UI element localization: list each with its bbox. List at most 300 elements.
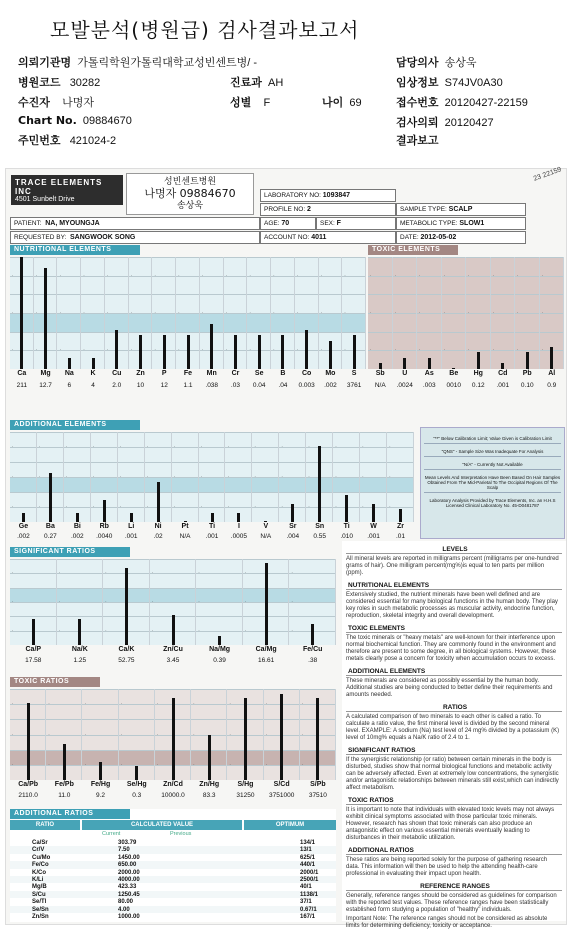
additional-label: Sr [289,523,297,530]
toxic-tick: · [370,272,372,278]
additional-result: .0040 [96,533,113,540]
important-note: Important Note: The reference ranges should not be considered as absolute limits for determining deficiency, toxicity or acceptance. [346,916,548,929]
significant-band [10,573,336,587]
additional-result: .0005 [230,533,248,540]
significant-tick: · [291,599,293,604]
significant-label: Na/K [71,646,88,653]
sex-value: F [263,97,271,109]
toxic-tick: · [394,347,396,353]
toxic-tick: · [541,272,543,278]
nutritional-tick: · [249,310,251,315]
nutritional-bar-mn [210,324,213,369]
nutritional-bar-cr [234,335,237,369]
additional-tick: · [308,504,310,509]
toxic_ratios-label: Zn/Cd [163,781,183,788]
additional-ratios-heading: ADDITIONAL RATIOS [346,847,562,855]
additional-result: .02 [153,533,163,540]
ratio-optimum: 40/1 [300,884,312,891]
nutritional-result: .002 [324,382,337,389]
nutritional-column [175,257,176,369]
nutritional-column [33,257,34,369]
nutritional-tick: · [59,272,61,278]
additional-elements-panel [10,420,414,544]
toxic_ratios-result: 2110.0 [18,792,38,799]
toxic-column [416,257,417,369]
toxic-tick: · [443,310,445,315]
ratios-heading: RATIOS [346,704,562,712]
nutritional-band [10,276,366,295]
toxic-bar-u [403,358,406,369]
additional-band [10,477,414,492]
toxic_ratios-tick: · [48,761,50,767]
toxic-result: .003 [422,382,436,389]
nutritional-result: 10 [136,382,145,389]
form-age-value: 70 [281,220,290,227]
col-optimum: OPTIMUM [244,820,336,830]
toxic-plot-area [368,257,564,369]
toxic-column [563,257,564,369]
nutritional-label: Ca [17,370,27,377]
toxic-band [368,257,564,276]
nutritional-bar-ca [20,257,23,369]
dept-label: 진료과 [230,76,262,89]
ratio-name: Ca/Sr [32,840,48,846]
nutritional-result: 4 [91,382,95,389]
toxic-result: .0024 [396,382,413,389]
toxic_ratios-tick: · [193,731,195,737]
nutritional-tick: · [130,310,133,315]
reference-text: Generally, reference ranges should be considered as guidelines for comparison with the reported test values. These reference ranges have been statistically established form studying a population of "healthy" individuals. [346,893,557,913]
additional-column [117,432,118,522]
toxic_ratios-bar-se-hg [135,766,138,780]
nutritional-column [104,257,105,369]
toxic-ratios-heading: TOXIC RATIOS [346,797,562,805]
toxic-column [490,257,491,369]
nutritional-result: 0.04 [252,382,266,389]
toxic_ratios-column [45,689,46,780]
additional-bar-zr [399,509,402,523]
nutritional-tick: · [344,347,346,353]
nutritional-bar-s [353,335,356,369]
additional-ratios-text: These ratios are being reported solely for the purpose of gathering research data. This information will then be used to help the attending health-care professional in evaluating their impact upon health. [346,857,548,877]
additional-tick: · [12,474,14,479]
additional-ratios-title: ADDITIONAL RATIOS [10,809,130,819]
significant-result: 3.45 [166,657,180,664]
code-value: 30282 [69,77,101,89]
toxic_ratios-bar-zn-cd [172,698,175,780]
patient-label: 수진자 [18,96,50,109]
account-cell [260,231,396,244]
ratio-name: Se/Tl [32,899,47,906]
nutritional-tick: · [201,347,204,353]
ratio-value: 4000.00 [118,877,140,883]
nutritional-tick: · [106,272,109,278]
nutritional-band [10,257,366,276]
significant-ratios-panel [10,547,336,667]
nutritional-tick: · [83,347,85,353]
nutritional-result: .038 [205,382,219,389]
metabolic-value: SLOW1 [459,220,485,227]
toxic-tick: · [468,347,470,353]
toxic_ratios-tick: · [120,701,123,707]
nutritional-result: 12 [160,382,168,389]
patient-cell [10,217,260,230]
additional-tick: · [227,504,229,509]
toxic_ratios-tick: · [265,761,268,767]
significant-bar-ca-k [125,568,128,645]
date-cell [396,231,526,244]
ratio-name: S/Cu [32,891,46,898]
toxic_ratios-tick: · [48,731,50,737]
toxic-label: Hg [473,370,483,377]
additional-column [386,432,387,522]
ratio-value: 2000.00 [118,869,140,876]
toxic-bar-be [452,368,455,369]
toxic_ratios-tick: · [120,731,123,737]
toxic_ratios-label: Fe/Hg [90,781,111,788]
significant-text: If the synergistic relationship (or ratio) between certain minerals in the body is disturbed, studies show that normal biological functions and metabolic activity can be adversely affected. Even at extremely low concentrations, the synergistic and/or antagonistic relationships between minerals still exist,which can indirectly affect metabolism. [346,757,559,791]
additional-tick: · [335,504,337,509]
additional-bar-pt [184,521,187,522]
toxic_ratios-tick: · [120,761,123,767]
additional-column [278,432,279,522]
ratio-value: 7.50 [118,847,130,854]
toxic-label: Sb [375,370,385,377]
significant-column [56,559,57,645]
additional-tick: · [12,444,14,449]
toxic-band [368,313,564,332]
additional-bar-rb [103,500,106,523]
toxic-bar-al [550,347,553,369]
nutritional-tick: · [59,347,61,353]
nutritional-tick: · [154,272,156,278]
receipt-label: 접수번호 [396,96,439,109]
toxic-column [392,257,393,369]
nutritional-tick: · [296,272,299,278]
ratio-value: 1000.00 [118,914,140,920]
toxic-ratios-text: It is important to note that individuals with elevated toxic levels may not always exhibit clinical symptoms associated with those particular toxic minerals. However, research has shown that toxic minerals can also produce an antagonistic effect on various essential minerals eventually leading to disturbances in their metabolic utilization. [346,807,555,841]
toxic_ratios-tick: · [84,731,86,737]
requested-value: SANGWOOK SONG [70,234,136,241]
significant-result: 1.25 [73,657,87,664]
stamp-line1: 성빈센트병원 [163,177,217,187]
additional-tick: · [65,474,68,479]
nutritional-tick: · [154,347,156,353]
toxic-result: 0010 [446,382,461,389]
additional-result: .01 [396,533,406,540]
significant-tick: · [105,627,107,633]
additional-tick: · [254,444,256,449]
nutritional-heading: NUTRITIONAL ELEMENTS [346,582,562,590]
significant-heading: SIGNIFICANT RATIOS [346,747,562,755]
hospital-stamp [126,173,254,215]
legend-box [420,427,565,539]
significant-column [195,559,196,645]
toxic-tick: · [370,310,372,315]
nutritional-label: S [351,370,357,377]
toxic_ratios-label: S/Cd [273,781,290,788]
ratio-value: 1250.45 [118,891,140,898]
toxic-band [368,294,564,313]
toxic_ratios-column [299,689,300,780]
nutritional-bar-zn [139,335,142,369]
significant-result: 16.61 [257,657,275,664]
nutritional-label: Na [64,370,74,377]
toxic-tick: · [419,310,421,315]
toxic-tick: · [492,272,494,278]
nutritional-result: 12.7 [39,382,52,389]
additional-column [413,432,414,522]
nutritional-result: 2.0 [112,382,122,389]
toxic_ratios-bar-s-hg [244,698,247,780]
nutritional-label: K [90,370,96,377]
additional-tick: · [281,444,283,449]
toxic_ratios-tick: · [301,731,304,737]
additional-label: W [370,523,377,530]
significant-tick: · [244,627,247,633]
levels-text: All mineral levels are reported in milligrams percent (milligrams per one-hundred grams of hair). One milligram percent(mg%)is equal to ten parts per million (ppm). [346,556,559,576]
toxic-tick: · [394,272,396,278]
toxic-tick: · [443,347,445,353]
nutritional-column [341,257,342,369]
nutritional-bar-fe [187,335,190,369]
toxic-ratios-panel [10,677,336,802]
toxic_ratios-result: 0.3 [132,792,142,799]
nutritional-tick: · [201,310,204,315]
significant-tick: · [105,570,107,576]
significant-tick: · [12,570,14,576]
toxic-label: U [402,370,408,377]
additional-label: Ge [18,523,29,530]
additional-tick: · [362,504,364,509]
stamp-line3: 송상욱 [176,201,204,211]
toxic-bar-hg [477,352,480,369]
requested-cell [10,231,260,244]
legend-line4: Mean Levels And Interpretation Have Been Based On Hair Samples Obtained From The Mid-Parietal To The Occipital Regions Of The Scalp [424,473,561,493]
toxic-band [368,276,564,295]
toxic_ratios-bar-s-cd [280,694,283,780]
toxic-tick: · [517,310,519,315]
legend-line5: Laboratory Analysis Provided by Trace Elements, Inc. an H.H.S Licensed Clinical Laboratory No. 45-D0481787 [429,498,556,508]
nutritional-title: NUTRITIONAL ELEMENTS [10,245,140,255]
significant-tick: · [151,627,154,633]
nutritional-label: Mg [40,370,51,377]
additional-tick: · [389,504,391,509]
nutritional-tick: · [249,272,251,278]
additional-heading: ADDITIONAL ELEMENTS [346,668,562,676]
additional-column [171,432,172,522]
ratio-value: 423.33 [118,884,137,891]
profile-label: PROFILE NO: [264,206,306,213]
toxic_ratios-result: 10000.0 [161,792,185,799]
additional-tick: · [12,504,14,509]
additional-result: .002 [70,533,84,540]
nutritional-tick: · [83,272,85,278]
nutritional-tick: · [201,272,204,278]
nutritional-tick: · [106,310,109,315]
additional-tick: · [38,474,41,479]
receipt-value: 20120427-22159 [444,97,528,109]
stamp-line2: 나명자 09884670 [144,187,236,200]
significant-column [242,559,243,645]
requested-label: REQUESTED BY: [14,234,67,241]
significant-tick: · [58,570,61,576]
additional-label: Zr [397,523,405,530]
additional-bar-sr [291,504,294,522]
toxic-band [368,350,564,369]
nutritional-label: Mo [325,370,336,377]
request-value: 20120427 [444,117,494,129]
additional-result: 0.27 [44,533,57,540]
significant-result: 52.75 [118,657,135,664]
additional-column [90,432,91,522]
additional-label: Ba [45,523,55,530]
ratio-value: 650.00 [118,862,137,869]
toxic_ratios-label: S/Pb [310,781,326,788]
additional-label: Pt [181,523,189,530]
significant-plot-area [10,559,336,645]
additional-result: .010 [340,533,353,540]
nutritional-tick: · [106,347,109,353]
additional-result: .001 [367,533,380,540]
ratio-optimum: 37/1 [300,899,312,906]
additional-label: Li [128,523,135,530]
nutritional-label: P [161,370,167,377]
significant-tick: · [12,627,14,633]
additional-tick: · [38,444,41,449]
additional-column [359,432,360,522]
nutritional-tick: · [225,272,228,278]
nutritional-band [10,294,366,313]
toxic_ratios-label: Fe/Pb [54,781,74,788]
additional-label: Sn [315,523,325,530]
ratio-optimum: 167/1 [300,914,316,920]
ratio-value: 1450.00 [118,854,140,861]
ratio-optimum: 2500/1 [300,877,319,883]
lab-no-cell [260,189,396,202]
toxic-result: 0.12 [471,382,485,389]
toxic-heading: TOXIC ELEMENTS [346,625,562,633]
additional-tick: · [335,444,337,449]
toxic_ratios-label: Ca/Pb [18,781,39,788]
form-sex-label: SEX: [320,220,335,227]
toxic_ratios-tick: · [156,731,159,737]
toxic-result: .001 [496,382,510,389]
form-date-label: DATE: [400,234,419,241]
age-cell [260,217,316,230]
toxic_ratios-tick: · [301,701,304,707]
toxic_ratios-column [118,689,119,780]
toxic-bar-as [428,358,431,369]
significant-tick: · [244,599,247,604]
additional-column [332,432,333,522]
nutritional-elements-panel [10,245,366,393]
significant-label: Zn/Cu [163,646,183,653]
id-label: 주민번호 [18,134,61,147]
additional-tick: · [92,444,95,449]
significant-result: 0.39 [213,657,226,664]
significant-bar-na-k [78,619,81,645]
toxic-column [539,257,540,369]
toxic_ratios-tick: · [84,701,86,707]
page-title: 모발분석(병원급) 검사결과보고서 [50,18,360,42]
additional-title: ADDITIONAL ELEMENTS [10,420,140,430]
toxic_ratios-label: S/Hg [237,781,254,788]
significant-bar-zn-cu [172,615,175,645]
form-sex-value: F [336,220,341,227]
significant-title: SIGNIFICANT RATIOS [10,547,130,557]
additional-result: .002 [17,533,30,540]
additional-tick: · [200,474,203,479]
nutritional-tick: · [273,310,275,315]
additional-column [36,432,37,522]
significant-tick: · [291,627,293,633]
nutritional-tick: · [178,310,180,315]
additional-tick: · [65,504,68,509]
additional-column [63,432,64,522]
nutritional-bar-na [68,358,71,369]
clinical-label: 임상정보 [396,76,439,89]
nutritional-tick: · [344,310,346,315]
toxic-tick: · [419,272,421,278]
institution-label: 의뢰기관명 [18,56,72,69]
nutritional-column [294,257,295,369]
significant-tick: · [291,570,293,576]
form-age-label: AGE: [264,220,280,227]
significant-label: Ca/Mg [255,646,277,653]
toxic_ratios-tick: · [12,701,14,707]
significant-column [102,559,103,645]
toxic_ratios-tick: · [156,701,159,707]
toxic_ratios-bar-zn-hg [208,735,211,781]
toxic-tick: · [517,272,519,278]
clinical-value: S74JV0A30 [444,77,503,89]
toxic_ratios-tick: · [265,701,268,707]
significant-bar-ca-p [32,619,35,645]
nutritional-tick: · [225,310,228,315]
ratios-text: A calculated comparison of two minerals to each other is called a ratio. To calculate a ratio value, the first mineral level is divided by the second mineral level. EXAMPLE: A sodium (Na) test level of 24 mg% divided by a potassium (K) level of 10mg% equals a Na/K ratio of 2.4 to 1. [346,714,560,741]
dept-value: AH [268,77,284,89]
nutritional-bar-co [305,330,308,369]
reference-heading: REFERENCE RANGES [346,883,562,891]
additional-tick: · [119,504,122,509]
doctor-label: 담당의사 [396,56,439,69]
nutritional-bar-b [281,335,284,369]
additional-bar-li [130,513,133,522]
toxic-tick: · [468,310,470,315]
additional-tick: · [146,444,149,449]
explanation-column [342,541,566,929]
toxic-tick: · [468,272,470,278]
ratio-optimum: 0.67/1 [300,906,317,913]
additional-tick: · [362,474,364,479]
nutritional-column [246,257,247,369]
toxic-tick: · [492,310,494,315]
nutritional-result: .03 [230,382,240,389]
ratio-name: Fe/Co [32,862,49,869]
nutritional-column [80,257,81,369]
sex-cell [316,217,396,230]
result-label: 결과보고 [396,134,439,147]
lab-logo [11,175,123,205]
nutritional-column [270,257,271,369]
additional-label: Ti [343,523,350,530]
ratio-value: 303.79 [118,840,137,846]
significant-tick: · [198,599,200,604]
toxic-text: The toxic minerals or "heavy metals" are well-known for their interference upon normal biochemical function. They are commonly found in the environment and therefore are present to some degree, in all biological systems. However, these metals clearly pose a concern for toxicity when accumulation occurs to excess. [346,635,557,662]
toxic_ratios-column [335,689,336,780]
nutritional-column [128,257,129,369]
